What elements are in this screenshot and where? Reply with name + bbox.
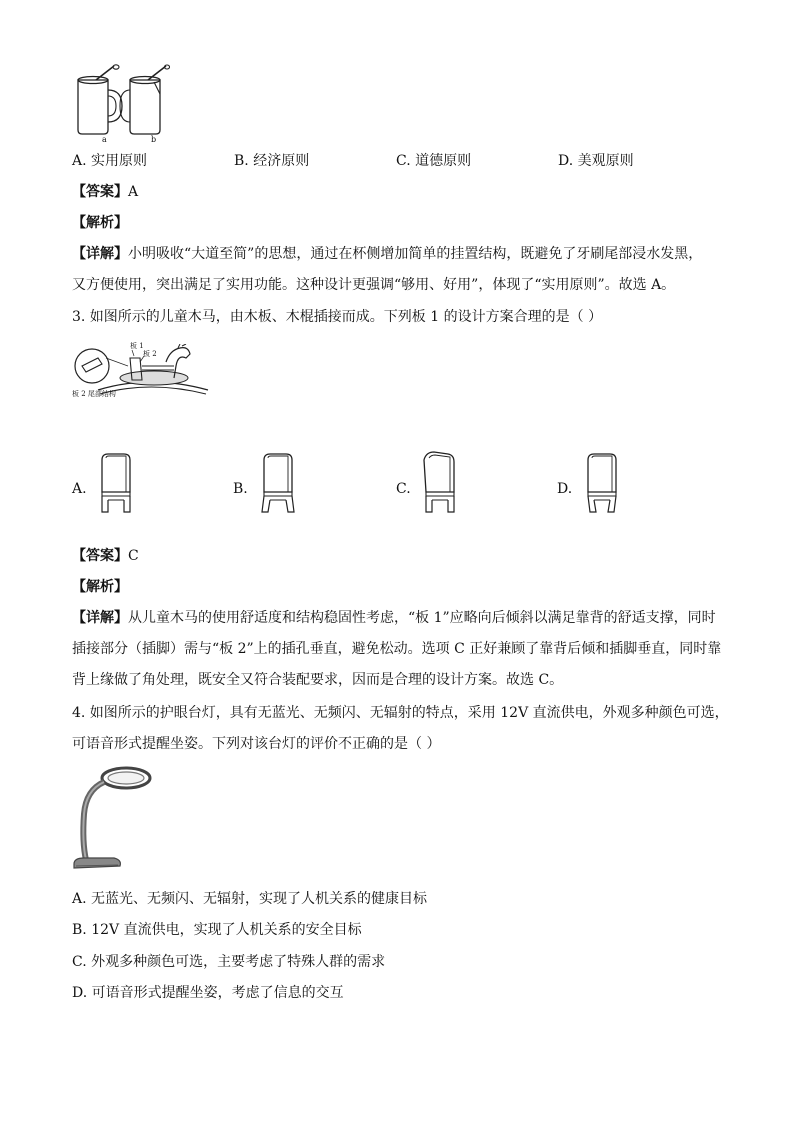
board-1-label: 板 1	[130, 342, 144, 350]
q3-detail-line-1: 【详解】从儿童木马的使用舒适度和结构稳固性考虑，“板 1”应略向后倾斜以满足靠背的舒适支撑，同时	[72, 610, 716, 626]
board-2-tail-label: 板 2 尾部结构	[72, 390, 116, 398]
answer-label: 【答案】	[72, 548, 128, 564]
board-option-b-icon	[258, 452, 298, 516]
q2-option-b[interactable]: B. 经济原则	[234, 153, 310, 169]
board-option-a-icon	[96, 452, 136, 516]
board-option-c-icon	[420, 450, 460, 516]
detail-label: 【详解】	[72, 246, 128, 262]
board-2-label: 板 2	[143, 350, 157, 358]
answer-label: 【答案】	[72, 184, 128, 200]
q3-question: 3. 如图所示的儿童木马，由木板、木棍插接而成。下列板 1 的设计方案合理的是（ ）	[72, 309, 603, 325]
cups-figure	[70, 64, 170, 146]
q3-option-d[interactable]: D.	[557, 481, 573, 497]
q3-option-b[interactable]: B.	[233, 481, 248, 497]
q2-option-a[interactable]: A. 实用原则	[72, 153, 148, 169]
q3-answer	[72, 547, 139, 565]
rocking-horse-figure	[70, 344, 220, 404]
q2-answer	[72, 183, 138, 201]
answer-value: A	[128, 184, 139, 200]
q3-detail-line-2: 插接部分（插脚）需与“板 2”上的插孔垂直，避免松动。选项 C 正好兼顾了靠背后倾和插脚垂直，同时靠	[72, 641, 722, 657]
q2-option-d[interactable]: D. 美观原则	[558, 153, 634, 169]
q4-option-a[interactable]: A. 无蓝光、无频闪、无辐射，实现了人机关系的健康目标	[72, 891, 428, 907]
answer-value: C	[128, 548, 139, 564]
q4-option-b[interactable]: B. 12V 直流供电，实现了人机关系的安全目标	[72, 922, 362, 938]
detail-label: 【详解】	[72, 610, 128, 626]
q2-detail-line-1: 【详解】小明吸收“大道至简”的思想，通过在杯侧增加简单的挂置结构，既避免了牙刷尾部浸水发黑，	[72, 246, 703, 262]
q3-option-a[interactable]: A.	[72, 481, 87, 497]
q3-option-c[interactable]: C.	[396, 481, 411, 497]
cup-label-a: a	[102, 135, 107, 144]
q2-analysis-label: 【解析】	[72, 215, 128, 231]
q3-analysis-label: 【解析】	[72, 579, 128, 595]
q2-detail-line-2: 又方便使用，突出满足了实用功能。这种设计更强调“够用、好用”，体现了“实用原则”。故选 A。	[72, 277, 676, 293]
q4-question-line-2: 可语音形式提醒坐姿。下列对该台灯的评价不正确的是（ ）	[72, 736, 441, 752]
q4-option-d[interactable]: D. 可语音形式提醒坐姿，考虑了信息的交互	[72, 985, 344, 1001]
q4-question-line-1: 4. 如图所示的护眼台灯，具有无蓝光、无频闪、无辐射的特点，采用 12V 直流供电，外观多种颜色可选，	[72, 705, 729, 721]
board-option-d-icon	[582, 452, 622, 516]
cup-label-b: b	[151, 135, 157, 144]
q3-detail-line-3: 背上缘做了角处理，既安全又符合装配要求，因而是合理的设计方案。故选 C。	[72, 672, 564, 688]
q2-option-c[interactable]: C. 道德原则	[396, 153, 472, 169]
desk-lamp-figure	[70, 764, 160, 874]
q4-option-c[interactable]: C. 外观多种颜色可选，主要考虑了特殊人群的需求	[72, 954, 386, 970]
